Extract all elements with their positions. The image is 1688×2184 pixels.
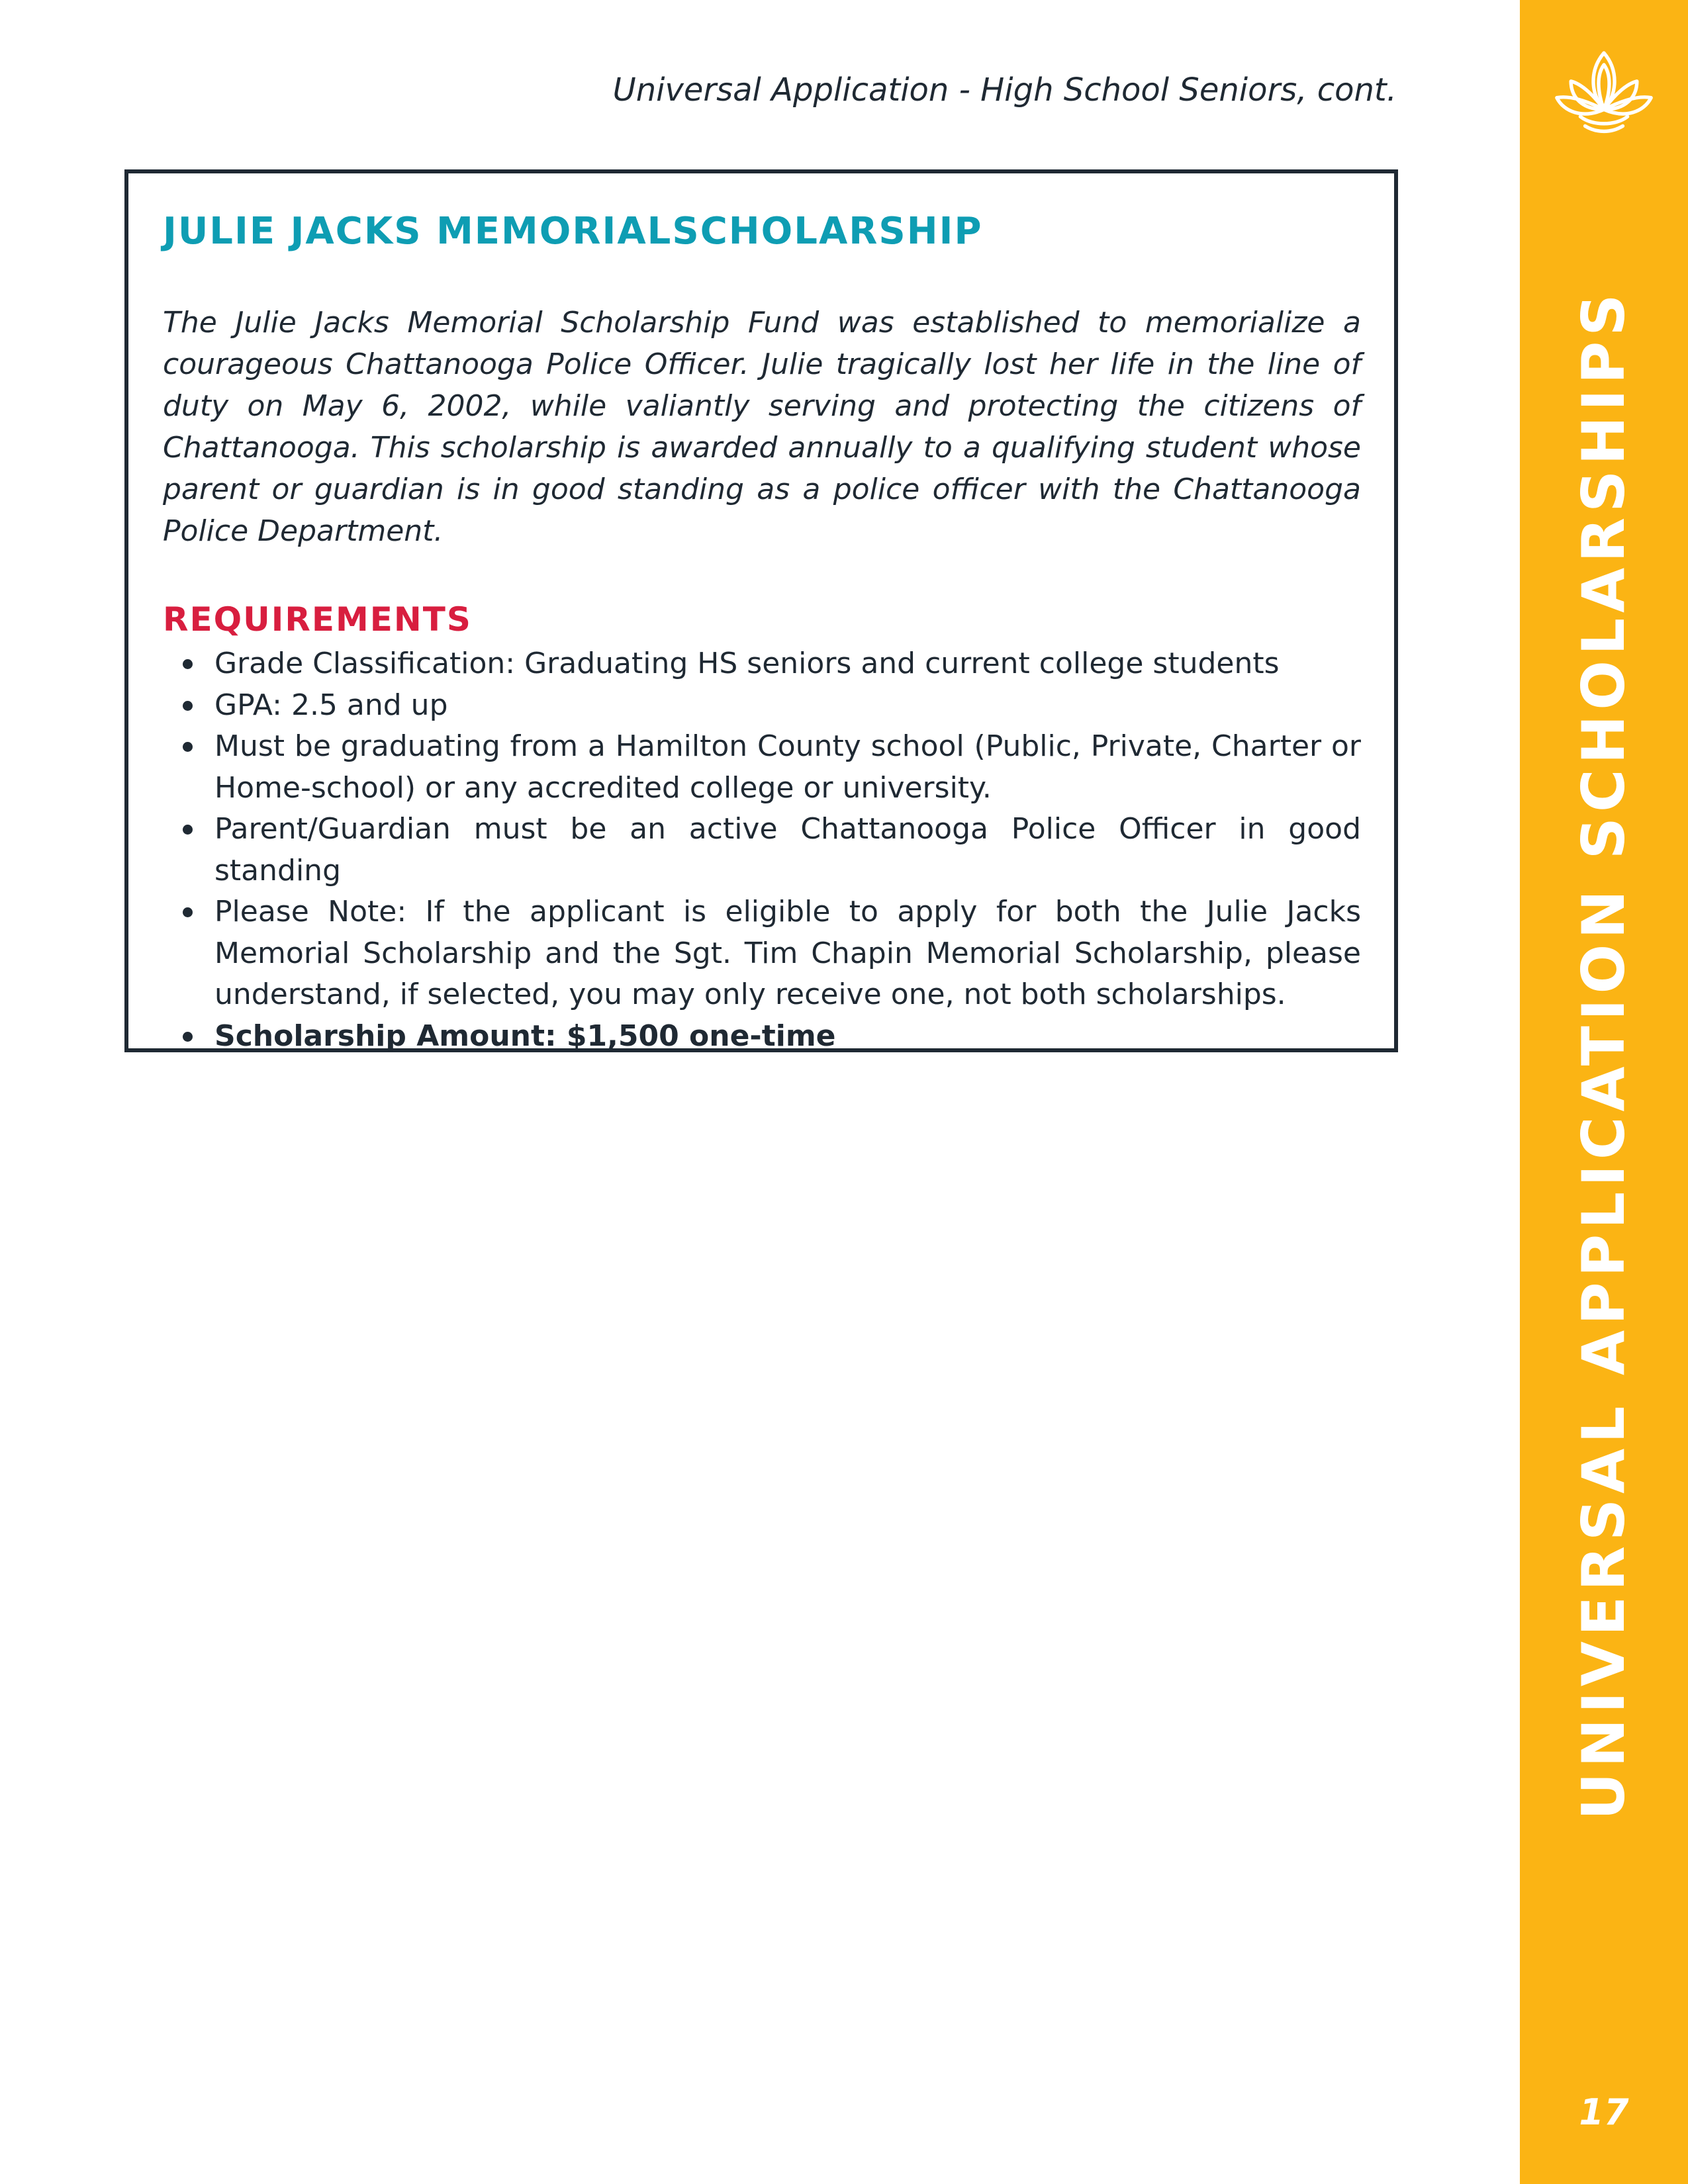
bullet-icon <box>183 742 193 752</box>
requirement-text: Please Note: If the applicant is eligible to apply for both the Julie Jacks Memorial Scholarship and the Sgt. Tim Chapin Memorial Scholarship, please understand, if selected, you may only receive one, not both scholarships. <box>214 895 1361 1011</box>
requirement-item <box>163 809 1361 891</box>
running-header: Universal Application - High School Seniors, cont. <box>612 71 1397 109</box>
requirement-text: Parent/Guardian must be an active Chattanooga Police Officer in good standing <box>214 812 1361 887</box>
requirement-item <box>163 726 1361 809</box>
bullet-icon <box>183 907 193 917</box>
scholarship-card <box>124 169 1398 1052</box>
requirement-text: Grade Classification: Graduating HS seniors and current college students <box>214 647 1280 680</box>
requirements-list <box>163 643 1361 1057</box>
bullet-icon <box>183 825 193 835</box>
page-number: 17 <box>1579 2091 1629 2133</box>
sidebar <box>1520 0 1688 2184</box>
bullet-icon <box>183 1032 193 1042</box>
requirement-item-amount <box>163 1016 1361 1058</box>
requirement-text: Must be graduating from a Hamilton County school (Public, Private, Charter or Home-school) or any accredited college or university. <box>214 729 1361 805</box>
requirement-item <box>163 643 1361 685</box>
bullet-icon <box>183 701 193 711</box>
scholarship-title: JULIE JACKS MEMORIALSCHOLARSHIP <box>163 210 983 253</box>
scholarship-description: The Julie Jacks Memorial Scholarship Fund was established to memorialize a courageous Chattanooga Police Officer. Julie tragically lost her life in the line of duty on May 6, 2002, while valiantly serving and protecting the citizens of Chattanooga. This scholarship is awarded annually to a qualifying student whose parent or guardian is in good standing as a police officer with the Chattanooga Police Department. <box>163 306 1361 548</box>
sidebar-title: UNIVERSAL APPLICATION SCHOLARSHIPS <box>1570 289 1638 1820</box>
requirement-item <box>163 891 1361 1016</box>
requirement-text: GPA: 2.5 and up <box>214 688 448 722</box>
requirements-heading: REQUIREMENTS <box>163 600 472 639</box>
sidebar-title-wrapper <box>1520 0 1688 2184</box>
scholarship-amount: Scholarship Amount: $1,500 one-time <box>214 1019 836 1053</box>
bullet-icon <box>183 659 193 669</box>
requirement-item <box>163 685 1361 727</box>
